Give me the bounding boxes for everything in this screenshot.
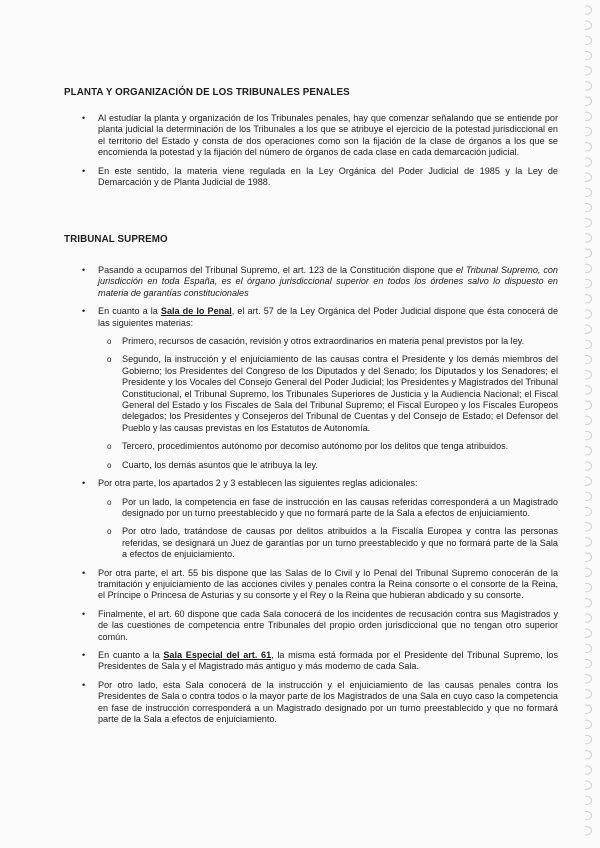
sala-especial-term: Sala Especial del art. 61 [163,649,272,660]
bullet-text: En cuanto a la [98,649,164,660]
bullet-sala-especial-competencia [80,680,558,726]
binder-ring-icon [585,751,592,759]
binder-ring-icon [585,796,592,804]
binder-rings-icon [570,0,600,848]
binder-ring-icon [585,21,592,29]
binder-ring-icon [585,82,592,90]
binder-ring-icon [585,67,592,75]
binder-ring-icon [585,720,592,728]
binder-ring-icon [585,310,592,318]
bullet-text: , el art. 57 de la Ley Orgánica del Poder Judicial dispone que ésta conocerá de las siguientes materias: [98,306,559,328]
binder-ring-icon [585,355,592,363]
bullet-text: Pasando a ocuparnos del Tribunal Supremo, el art. 123 de la Constitución dispone que [98,265,456,275]
sub-text: Cuarto, los demás asuntos que le atribuya la ley. [122,459,318,470]
bullet-reglas-adicionales [80,478,558,560]
binder-ring-icon [585,675,592,683]
binder-ring-icon [585,553,592,561]
bullet-planta-definicion [80,113,558,159]
binder-ring-icon [585,51,592,59]
binder-ring-icon [585,340,592,348]
bullet-text: Al estudiar la planta y organización de los Tribunales penales, hay que comenzar señalando que se entiende por planta judicial la determinación de los Tribunales a los que se atribuye el ejercicio de la potestad jurisdiccional en el territorio del Estado y consta de dos operaciones como son la fijación de la clase de órganos a los que se encomienda la potestad y la fijación del número de órganos de cada clase en cada demarcación judicial. [98,113,558,158]
binder-ring-icon [585,827,592,835]
sub-text: Tercero, procedimientos autónomo por decomiso autónomo por los delitos que tenga atribuidos. [122,441,509,452]
bullet-text: Finalmente, el art. 60 dispone que cada Sala conocerá de los incidentes de recusación contra sus Magistrados y de las cuestiones de competencia entre Tribunales del propio orden jurisdiccional que no tengan otro superior común. [98,608,558,642]
reglas-sublist [98,497,558,561]
sub-text: Por otro lado, tratándose de causas por delitos atribuidos a la Fiscalía Europea y contra las personas referidas, se designará un Juez de garantías por un turno preestablecido y que no formará parte de la Sala a efectos de enjuiciamiento. [122,526,558,560]
binder-ring-icon [585,325,592,333]
binder-ring-icon [585,279,592,287]
binder-ring-icon [585,781,592,789]
binder-ring-icon [585,492,592,500]
binder-ring-icon [585,735,592,743]
bullet-sala-especial [80,650,558,673]
sub-text: Primero, recursos de casación, revisión y otros extraordinarios en materia penal previstos por la ley. [122,336,525,347]
sub-segundo [98,354,558,434]
binder-ring-icon [585,97,592,105]
binder-ring-icon [585,234,592,242]
sub-tercero [98,441,558,452]
binder-ring-icon [585,766,592,774]
binder-ring-icon [585,811,592,819]
binder-ring-icon [585,371,592,379]
binder-ring-icon [585,705,592,713]
sub-instruccion [98,497,558,520]
binder-ring-icon [585,188,592,196]
binder-ring-icon [585,644,592,652]
sala-penal-term: Sala de lo Penal [160,306,232,317]
binder-ring-icon [585,203,592,211]
section-heading-planta: PLANTA Y ORGANIZACIÓN DE LOS TRIBUNALES PENALES [64,87,350,98]
binder-ring-icon [585,219,592,227]
bullet-art-123 [80,265,558,299]
binder-ring-icon [585,173,592,181]
binder-ring-icon [585,462,592,470]
supremo-bullet-list [80,265,558,725]
bullet-planta-regulacion [80,166,558,189]
section-heading-tribunal-supremo: TRIBUNAL SUPREMO [64,234,168,245]
binder-ring-icon [585,112,592,120]
binder-ring-icon [585,477,592,485]
sub-primero [98,336,558,347]
binder-ring-icon [585,568,592,576]
bullet-text: En este sentido, la materia viene regulada en la Ley Orgánica del Poder Judicial de 1985 y la Ley de Demarcación y de Planta Judicial de 1988. [98,165,558,188]
binder-ring-icon [585,249,592,257]
binder-ring-icon [585,143,592,151]
binder-ring-icon [585,158,592,166]
binder-ring-icon [585,507,592,515]
binder-ring-icon [585,614,592,622]
binder-ring-icon [585,538,592,546]
binder-ring-icon [585,127,592,135]
bullet-sala-penal [80,306,558,471]
sub-cuarto [98,460,558,471]
binder-ring-icon [585,629,592,637]
binder-ring-icon [585,416,592,424]
binder-ring-icon [585,447,592,455]
constitution-quote: el Tribunal Supremo, con jurisdicción en toda España, es el órgano jurisdiccional superior en todos los órdenes salvo lo dispuesto en materia de garantías constitucionales [98,265,558,298]
bullet-art-60 [80,609,558,643]
binder-ring-icon [585,659,592,667]
bullet-text: Por otra parte, el art. 55 bis dispone que las Salas de lo Civil y lo Penal del Tribunal Supremo conocerán de la tramitación y enjuiciamiento de las acciones civiles y penales contra la Reina consorte o el consorte de la Reina, el Príncipe o Princesa de Asturias y su consorte y el Rey o la Reina que hubieran abdicado y su consorte. [98,567,558,601]
binder-ring-icon [585,523,592,531]
binder-ring-icon [585,295,592,303]
bullet-text: Por otra parte, los apartados 2 y 3 establecen las siguientes reglas adicionales: [98,478,418,489]
planta-bullet-list [80,113,558,188]
binder-ring-icon [585,36,592,44]
binder-ring-icon [585,386,592,394]
sub-fiscalia-europea [98,526,558,560]
binder-ring-icon [585,583,592,591]
binder-ring-icon [585,6,592,14]
sala-penal-sublist [98,336,558,471]
binder-ring-icon [585,264,592,272]
bullet-text: , la misma está formada por el Presidente del Tribunal Supremo, los Presidentes de Sala y el Magistrado más antiguo y más moderno de cada Sala. [98,649,558,672]
binder-ring-icon [585,431,592,439]
bullet-text: Por otro lado, esta Sala conocerá de la instrucción y el enjuiciamiento de las causas penales contra los Presidentes de Sala o contra todos o la mayor parte de los Magistrados de una Sala en cuyo caso la competencia en fase de instrucción corresponderá a un Magistrado designado por un turno preestablecido y que no formará parte de la Sala a efectos de enjuiciamiento. [98,679,558,724]
sub-text: Por un lado, la competencia en fase de instrucción en las causas referidas corresponderá a un Magistrado designado por un turno preestablecido y que no formará parte de la Sala a efectos de enjuiciamiento. [122,496,558,518]
binder-ring-icon [585,599,592,607]
bullet-art-55-bis [80,568,558,602]
bullet-text: En cuanto a la [98,306,161,317]
sub-text: Segundo, la instrucción y el enjuiciamiento de las causas contra el Presidente y los demás miembros del Gobierno; los Presidentes del Congreso de los Diputados y del Senado; los Diputados y los Senadores; el Presidente y los Vocales del Consejo General del Poder Judicial; los Presidentes y Magistrados del Tribunal Constitucional, el Tribunal Supremo, los Tribunales Superiores de Justicia y la Audiencia Nacional; el Fiscal General del Estado y los Fiscales de Sala del Tribunal Supremo; el Fiscal Europeo y los Fiscales Europeos delegados; los Presidentes y Consejeros del Tribunal de Cuentas y del Consejo de Estado; el Defensor del Pueblo y las causas previstas en los Estatutos de Autonomía. [122,354,558,433]
binder-ring-icon [585,401,592,409]
binder-ring-icon [585,690,592,698]
